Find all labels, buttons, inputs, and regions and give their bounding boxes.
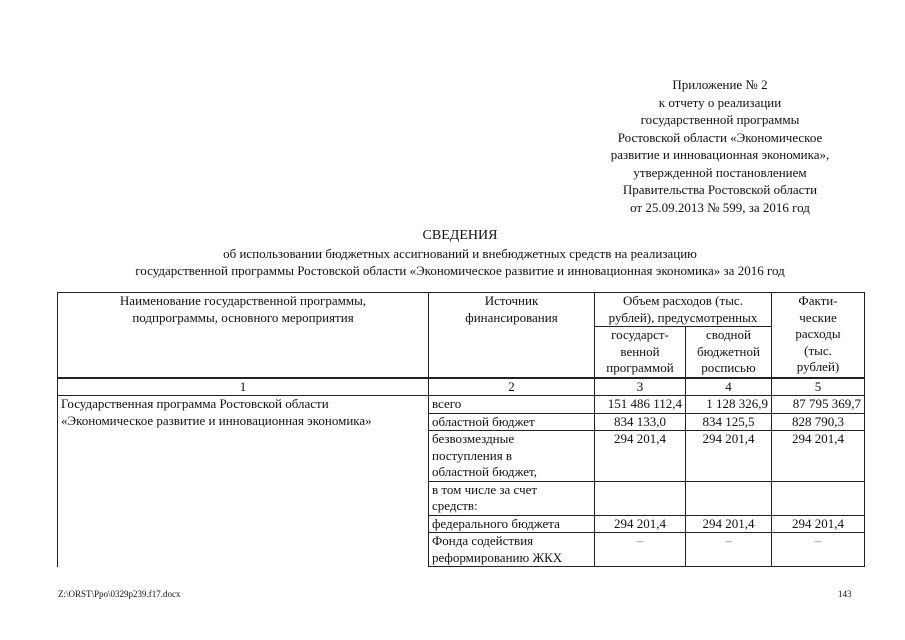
source-cell: в том числе за счет средств: (429, 481, 595, 515)
source-cell: всего (429, 396, 595, 414)
source-cell: федерального бюджета (429, 515, 595, 533)
heading-line-1: об использовании бюджетных ассигнований и внебюджетных средств на реализацию (223, 246, 697, 261)
appendix-line: к отчету о реализации (658, 94, 782, 110)
header-planned-program: государст- венной программой (595, 327, 686, 378)
actual-value-cell (772, 481, 865, 515)
column-number-row (58, 378, 865, 396)
header-row (58, 293, 865, 327)
actual-value-cell: 828 790,3 (772, 413, 865, 431)
appendix-line: Ростовской области «Экономическое (617, 129, 823, 145)
actual-value-cell: 294 201,4 (772, 431, 865, 482)
budget-value-cell: 294 201,4 (686, 431, 772, 482)
budget-value-cell (686, 481, 772, 515)
appendix-line: Приложение № 2 (672, 77, 768, 92)
header-name: Наименование государственной программы, подпрограммы, основного мероприятия (58, 293, 429, 378)
header-actual: Факти- ческие расходы (тыс. рублей) (772, 293, 865, 378)
program-value-cell: 294 201,4 (595, 515, 686, 533)
column-number: 3 (595, 378, 686, 396)
actual-value-cell: 294 201,4 (772, 515, 865, 533)
header-planned: Объем расходов (тыс. рублей), предусмотренных (595, 293, 772, 327)
source-cell: областной бюджет (429, 413, 595, 431)
program-value-cell: – (595, 533, 686, 567)
appendix-line: государственной программы (640, 112, 800, 127)
source-cell: Фонда содействия реформированию ЖКХ (429, 533, 595, 567)
column-number: 5 (772, 378, 865, 396)
budget-value-cell: 1 128 326,9 (686, 396, 772, 414)
footer-file-path: Z:\ORST\Ppo\0329p239.f17.docx (58, 589, 181, 599)
appendix-line: от 25.09.2013 № 599, за 2016 год (630, 199, 810, 215)
actual-value-cell: – (772, 533, 865, 567)
budget-value-cell: 834 125,5 (686, 413, 772, 431)
table-row (58, 396, 865, 414)
source-cell: безвозмездные поступления в областной бюджет, (429, 431, 595, 482)
program-name-cell: Государственная программа Ростовской области «Экономическое развитие и инновационная экономика» (58, 396, 429, 567)
appendix-block (585, 76, 855, 216)
column-number: 2 (429, 378, 595, 396)
appendix-line: утвержденной постановлением (633, 164, 807, 180)
footer-page-number: 143 (838, 589, 852, 599)
program-value-cell: 151 486 112,4 (595, 396, 686, 414)
budget-value-cell: 294 201,4 (686, 515, 772, 533)
appendix-line: Правительства Ростовской области (622, 182, 818, 197)
budget-value-cell: – (686, 533, 772, 567)
column-number: 4 (686, 378, 772, 396)
header-planned-budget: сводной бюджетной росписью (686, 327, 772, 378)
heading-line-2: государственной программы Ростовской области «Экономическое развитие и инновационная экономика» за 2016 год (135, 263, 785, 278)
program-value-cell (595, 481, 686, 515)
column-number: 1 (58, 378, 429, 396)
program-value-cell: 294 201,4 (595, 431, 686, 482)
header-source: Источник финансирования (429, 293, 595, 378)
document-heading (40, 227, 880, 279)
document-title: СВЕДЕНИЯ (422, 228, 498, 243)
appendix-line: развитие и инновационная экономика», (610, 147, 830, 162)
actual-value-cell: 87 795 369,7 (772, 396, 865, 414)
expenditure-table (57, 292, 865, 567)
program-value-cell: 834 133,0 (595, 413, 686, 431)
